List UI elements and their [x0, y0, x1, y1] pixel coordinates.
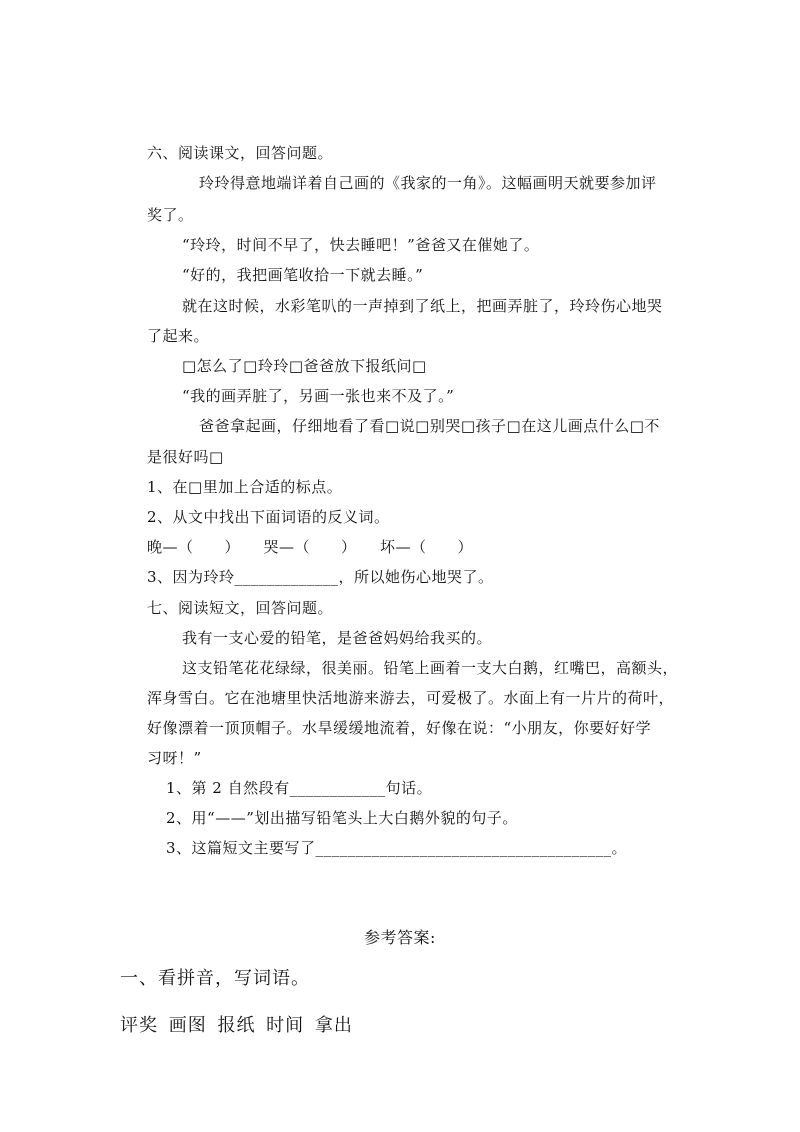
section6-para2: “玲玲，时间不早了，快去睡吧！”爸爸又在催她了。	[182, 236, 540, 254]
section6-question2: 2、从文中找出下面词语的反义词。	[147, 508, 390, 526]
section7-para2-line4: 习呀！”	[147, 749, 202, 767]
section6-para6: “我的画弄脏了，另画一张也来不及了。”	[182, 387, 455, 405]
section6-para4-line2: 了起来。	[147, 327, 210, 345]
section6-heading: 六、阅读课文，回答问题。	[147, 144, 334, 162]
section6-para1-line2: 奖了。	[147, 206, 194, 224]
section7-para2-line1: 这支铅笔花花绿绿，很美丽。铅笔上画着一支大白鹅，红嘴巴，高额头，	[182, 659, 679, 677]
section6-para3: “好的，我把画笔收拾一下就去睡。”	[182, 266, 424, 284]
section6-para4-line1: 就在这时候，水彩笔叭的一声掉到了纸上，把画弄脏了，玲玲伤心地哭	[182, 297, 663, 315]
section7-question3: 3、这篇短文主要写了_____________________________________。	[166, 839, 628, 857]
section6-para7-line2: 是很好吗□	[147, 448, 224, 466]
section6-para7-line1: 爸爸拿起画，仔细地看了看□说□别哭□孩子□在这儿画点什么□不	[199, 417, 660, 435]
section6-question1: 1、在□里加上合适的标点。	[147, 478, 343, 496]
answers-title: 参考答案:	[364, 928, 436, 947]
section6-question2-words: 晚—（ ） 哭—（ ） 坏—（ ）	[147, 538, 474, 556]
section7-para1: 我有一支心爱的铅笔，是爸爸妈妈给我买的。	[182, 629, 493, 647]
section6-question3: 3、因为玲玲_____________，所以她伤心地哭了。	[147, 568, 494, 586]
section7-question1: 1、第 2 自然段有____________句话。	[166, 779, 433, 797]
section7-heading: 七、阅读短文，回答问题。	[147, 599, 334, 617]
section7-question2: 2、用“——”划出描写铅笔头上大白鹅外貌的句子。	[166, 809, 518, 827]
section6-para1-line1: 玲玲得意地端详着自己画的《我家的一角》。这幅画明天就要参加评	[199, 174, 657, 192]
section7-para2-line3: 好像漂着一顶顶帽子。水旱缓缓地流着，好像在说：“小朋友，你要好好学	[147, 719, 652, 737]
section6-para5: □怎么了□玲玲□爸爸放下报纸问□	[182, 357, 427, 375]
section7-para2-line2: 浑身雪白。它在池塘里快活地游来游去，可爱极了。水面上有一片片的荷叶，	[147, 689, 675, 707]
answers-heading: 一、看拼音，写词语。	[120, 968, 310, 989]
answers-words: 评奖 画图 报纸 时间 拿出	[120, 1015, 353, 1036]
